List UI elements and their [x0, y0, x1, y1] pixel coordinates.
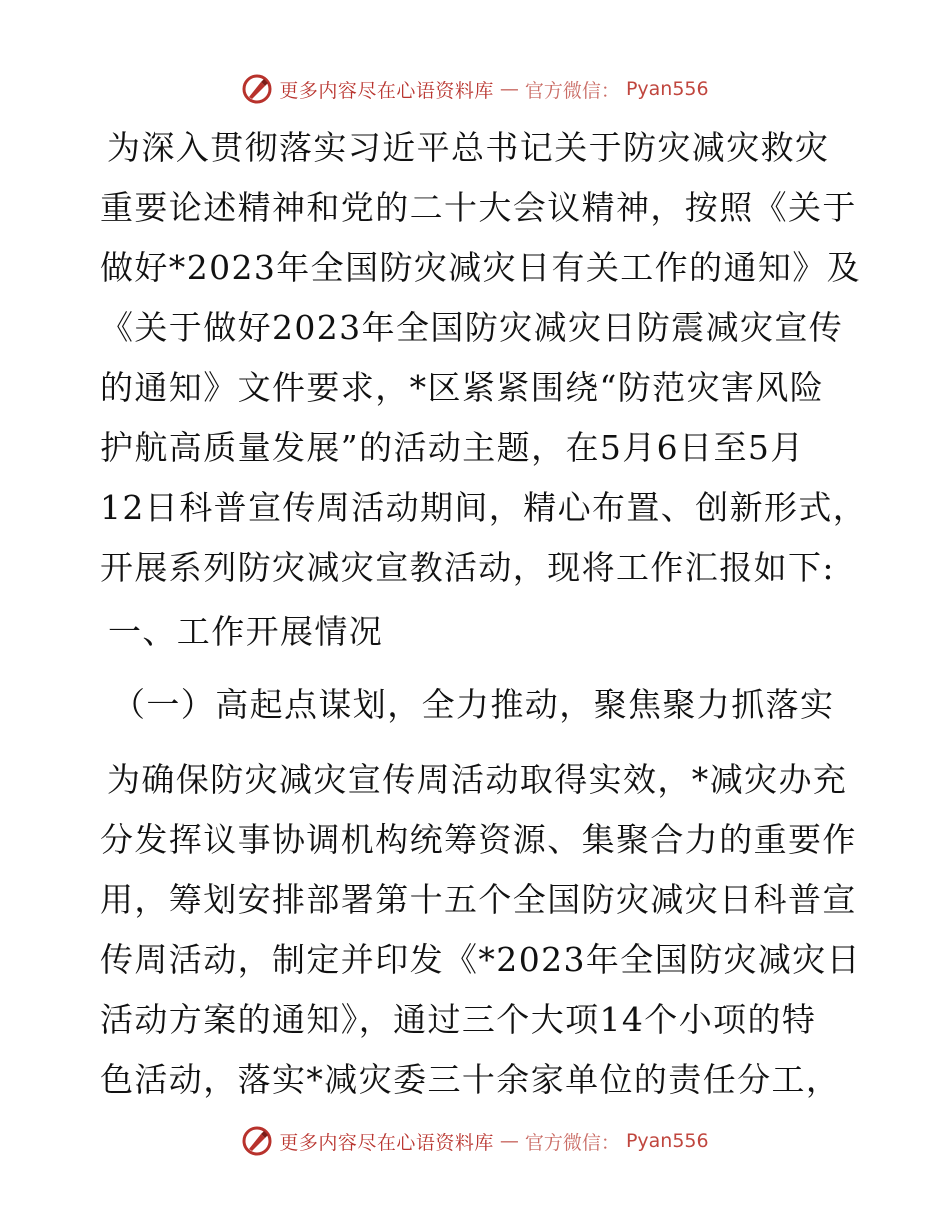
section-heading: 一、工作开展情况 [108, 612, 384, 651]
watermark-text: 更多内容尽在心语资料库 [279, 79, 494, 102]
watermark-wechat-id: Pyan556 [625, 78, 709, 100]
paragraph1-line: 为深入贯彻落实习近平总书记关于防灾减灾救灾 [107, 128, 830, 167]
watermark-subtitle: 官方微信： [524, 1131, 620, 1154]
watermark-subtitle: 官方微信： [524, 79, 620, 102]
paragraph2-line: 用，筹划安排部署第十五个全国防灾减灾日科普宣 [100, 880, 857, 919]
paragraph2-line: 传周活动，制定并印发《*2023年全国防灾减灾日 [100, 940, 862, 979]
paragraph1-line: 《关于做好2023年全国防灾减灾日防震减灾宣传 [100, 308, 844, 347]
paragraph2-line: 为确保防灾减灾宣传周活动取得实效，*减灾办充 [107, 760, 848, 799]
paragraph1-line: 护航高质量发展”的活动主题，在5月6日至5月 [100, 428, 805, 467]
footer-watermark [0, 1124, 950, 1158]
watermark-separator: — [499, 1130, 519, 1152]
pen-logo-icon [241, 1125, 273, 1157]
subsection-heading: （一）高起点谋划，全力推动，聚焦聚力抓落实 [112, 685, 835, 724]
paragraph1-line: 12日科普宣传周活动期间，精心布置、创新形式， [100, 488, 868, 527]
paragraph1-line: 重要论述精神和党的二十大会议精神，按照《关于 [100, 188, 857, 227]
watermark-text: 更多内容尽在心语资料库 [279, 1131, 494, 1154]
watermark-separator: — [499, 78, 519, 100]
watermark-wechat-id: Pyan556 [625, 1130, 709, 1152]
paragraph1-line: 做好*2023年全国防灾减灾日有关工作的通知》及 [100, 248, 862, 287]
header-watermark [0, 72, 950, 106]
paragraph1-line: 的通知》文件要求，*区紧紧围绕“防范灾害风险 [100, 368, 825, 407]
pen-logo-icon [241, 73, 273, 105]
paragraph2-line: 分发挥议事协调机构统筹资源、集聚合力的重要作 [100, 820, 857, 859]
paragraph1-line: 开展系列防灾减灾宣教活动，现将工作汇报如下: [100, 548, 835, 587]
paragraph2-line: 色活动，落实*减灾委三十余家单位的责任分工， [100, 1060, 841, 1099]
paragraph2-line: 活动方案的通知》，通过三个大项14个小项的特 [100, 1000, 817, 1039]
